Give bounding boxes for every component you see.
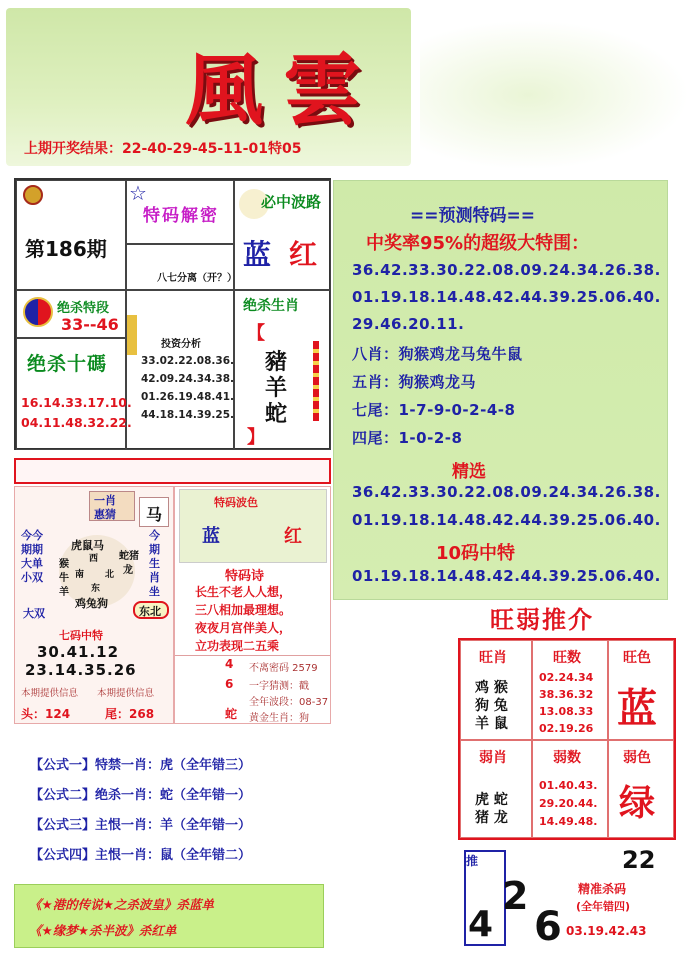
yixiao-panel xyxy=(14,486,174,724)
ball-num: 6 xyxy=(534,904,562,950)
qima-line1: 30.41.12 xyxy=(37,643,120,661)
jingzhun-label: 精准杀码 xyxy=(578,882,627,896)
qi-wei: 七尾：1-7-9-0-2-4-8 xyxy=(352,401,516,419)
wangruo-table xyxy=(458,638,676,840)
wheel-item: 北 xyxy=(105,570,115,580)
bizhong-red: 红 xyxy=(289,238,318,271)
wang-shu-header: 旺数 xyxy=(553,650,581,666)
bracket-open: 【 xyxy=(247,323,265,344)
jueshasx-cell xyxy=(234,290,331,450)
poem-title: 特码诗 xyxy=(225,569,265,584)
jueshasx-item: 羊 xyxy=(265,376,288,401)
jueshashima-line2: 04.11.48.32.22. xyxy=(21,415,132,430)
period-cell xyxy=(16,180,126,290)
wheel-item: 南 xyxy=(75,570,85,580)
row2-right: 一字猜测：戳 xyxy=(249,681,309,692)
wheel-item: 西 xyxy=(89,554,99,564)
bose-blue: 蓝 xyxy=(202,526,220,547)
last-result: 上期开奖结果：22-40-29-45-11-01特05 xyxy=(24,141,302,157)
ball-num: 22 xyxy=(622,846,656,874)
wheel-top: 虎鼠马 xyxy=(71,539,104,552)
juesha-value: 33--46 xyxy=(61,315,119,334)
jueshashima-line1: 16.14.33.17.10. xyxy=(21,395,132,410)
touzi-line: 42.09.24.34.38. xyxy=(141,373,235,385)
wheel-bottom: 鸡兔狗 xyxy=(75,597,108,610)
ruo-shu-item: 29.20.44. xyxy=(539,797,598,810)
da-shuang: 大双 xyxy=(23,607,45,620)
header-glow xyxy=(420,20,690,170)
jingxuan-title: 精选 xyxy=(452,462,486,482)
bizhong-cell xyxy=(234,180,331,290)
wang-shu-cell xyxy=(532,640,608,740)
side-left-item: 期期 xyxy=(21,543,43,556)
wang-shu-item: 02.19.26 xyxy=(539,722,594,735)
formula-list xyxy=(14,732,334,872)
star-icon: ☆ xyxy=(129,181,147,205)
touzi-line: 01.26.19.48.41. xyxy=(141,391,235,403)
poem-line: 立功表现二五乘 xyxy=(195,639,280,653)
wheel-item: 羊 xyxy=(59,587,69,598)
ruo-xiao-header: 弱肖 xyxy=(479,750,507,766)
wheel-item: 龙 xyxy=(123,565,133,576)
bizhong-blue: 蓝 xyxy=(243,238,272,271)
formula-item: 【公式三】主恨一肖：羊（全年错一） xyxy=(30,818,252,833)
wang-shu-item: 02.24.34 xyxy=(539,671,594,684)
wheel-item: 蛇猪 xyxy=(119,551,139,562)
poem-line: 长生不老人人想， xyxy=(195,585,292,599)
jueshashima-title: 绝杀十碼 xyxy=(27,353,108,375)
push-label: 推 xyxy=(466,854,479,868)
row1-left: 4 xyxy=(225,657,234,671)
yixiao-box xyxy=(89,491,135,521)
tip-item: 《★缘梦★杀半波》杀红单 xyxy=(29,923,177,938)
qima-line2: 23.14.35.26 xyxy=(25,661,137,679)
formula-item: 【公式一】特禁一肖：虎（全年错三） xyxy=(30,758,252,773)
ruo-se-value: 绿 xyxy=(619,783,656,824)
predict-line: 29.46.20.11. xyxy=(352,315,465,333)
site-logo: 風雲 xyxy=(185,45,382,136)
predict-panel xyxy=(333,180,668,600)
ba-xiao: 八肖：狗猴鸡龙马兔牛鼠 xyxy=(352,345,523,363)
predict-title: ==预测特码== xyxy=(410,206,535,226)
tema-bo-panel xyxy=(174,486,331,724)
predict-subtitle: 中奖率95%的超级大特围： xyxy=(366,233,590,254)
side-left xyxy=(21,529,43,585)
kill-codes: 03.19.42.43 xyxy=(566,924,647,938)
bose-box xyxy=(179,489,327,563)
wang-se-header: 旺色 xyxy=(623,650,651,666)
prediction-grid xyxy=(14,178,331,450)
tip-item: 《★港的传说★之杀波皇》杀蓝单 xyxy=(29,897,214,912)
jueshashima-cell xyxy=(16,338,132,450)
poem-line: 夜夜月宫伴美人， xyxy=(195,621,292,635)
benqi1: 本期提供信息 xyxy=(21,688,79,699)
si-wei: 四尾：1-0-2-8 xyxy=(352,429,463,447)
tema-cell xyxy=(126,180,234,244)
touzi-cell xyxy=(126,290,234,450)
kill-code-box xyxy=(462,846,682,952)
ruo-xiao-item: 猪 龙 xyxy=(475,810,508,826)
predict-line: 01.19.18.14.48.42.44.39.25.06.40. xyxy=(352,288,661,306)
qima-title: 七码中特 xyxy=(59,629,103,642)
jueshasx-item: 豬 xyxy=(265,350,288,375)
row1-right: 不离密码 2579 xyxy=(249,663,318,674)
side-left-item: 小双 xyxy=(21,571,43,584)
wang-se-cell xyxy=(608,640,674,740)
row3-right: 全年波段：08-37 xyxy=(249,697,329,708)
yixiao-label: 一肖 xyxy=(94,494,116,507)
wheel-item: 猴 xyxy=(59,559,69,570)
jingxuan-line: 01.19.18.14.48.42.44.39.25.06.40. xyxy=(352,511,661,529)
dongbei-badge xyxy=(133,601,169,619)
jueshasx-item: 蛇 xyxy=(265,402,288,427)
yixiao-sub: 惠猜 xyxy=(94,508,116,521)
bizhong-title: 必中波路 xyxy=(261,193,322,211)
wang-xiao-cell xyxy=(460,640,532,740)
ruo-shu-header: 弱数 xyxy=(553,750,581,766)
ruo-se-header: 弱色 xyxy=(623,750,651,766)
tema-bo-title: 特码波色 xyxy=(214,496,258,509)
bracket-close: 】 xyxy=(247,427,265,448)
quannian-label: (全年错四) xyxy=(576,900,631,913)
yixiao-value: 马 xyxy=(146,505,163,524)
wang-xiao-item: 羊 鼠 xyxy=(475,716,508,732)
row2-left: 6 xyxy=(225,677,234,691)
row4-right: 黄金生肖：狗 xyxy=(249,713,309,724)
side-left-item: 大单 xyxy=(21,557,43,570)
tema-title: 特码解密 xyxy=(143,206,219,226)
touzi-title: 投资分析 xyxy=(161,339,201,350)
red-banner xyxy=(14,458,331,484)
formula-item: 【公式四】主恨一肖：鼠（全年错二） xyxy=(30,848,252,863)
yixiao-value-box xyxy=(139,497,169,527)
wang-shu-item: 13.08.33 xyxy=(539,705,594,718)
ruo-shu-item: 01.40.43. xyxy=(539,779,598,792)
wei-value: 尾：268 xyxy=(105,707,155,721)
lantern-decor xyxy=(313,341,319,421)
formula-item: 【公式二】绝杀一肖：蛇（全年错一） xyxy=(30,788,252,803)
juesha-cell xyxy=(16,290,126,338)
juesha-title: 绝杀特段 xyxy=(57,301,110,316)
tips-box xyxy=(14,884,324,948)
wang-shu-item: 38.36.32 xyxy=(539,688,594,701)
ball-num: 2 xyxy=(502,874,529,918)
shima-line: 01.19.18.14.48.42.44.39.25.06.40. xyxy=(352,567,661,585)
side-left-item: 今今 xyxy=(21,529,43,542)
tou-value: 头：124 xyxy=(21,707,71,721)
yinyang-icon xyxy=(23,297,53,327)
poem-line: 三八相加最理想。 xyxy=(195,603,292,617)
wang-se-value: 蓝 xyxy=(617,686,657,732)
ruo-shu-item: 14.49.48. xyxy=(539,815,598,828)
ruo-shu-cell xyxy=(532,740,608,838)
benqi2: 本期提供信息 xyxy=(97,688,155,699)
wang-xiao-header: 旺肖 xyxy=(479,650,507,666)
shima-title: 10码中特 xyxy=(436,543,516,564)
ribbon-decor xyxy=(127,315,137,355)
wheel-item: 牛 xyxy=(59,573,69,584)
touzi-line: 33.02.22.08.36. xyxy=(141,355,235,367)
jueshasx-title: 绝杀生肖 xyxy=(243,298,299,314)
row4-left: 蛇 xyxy=(225,707,238,721)
ruo-xiao-cell xyxy=(460,740,532,838)
predict-line: 36.42.33.30.22.08.09.24.34.26.38. xyxy=(352,261,661,279)
bazhong-cell xyxy=(126,244,237,290)
bose-red: 红 xyxy=(284,526,302,547)
wangruo-title: 旺弱推介 xyxy=(490,606,594,634)
ruo-xiao-item: 虎 蛇 xyxy=(475,792,508,808)
dongbei-text: 东北 xyxy=(139,605,161,618)
touzi-line: 44.18.14.39.25. xyxy=(141,409,235,421)
jingxuan-line: 36.42.33.30.22.08.09.24.34.26.38. xyxy=(352,483,661,501)
ruo-se-cell xyxy=(608,740,674,838)
wang-xiao-item: 狗 兔 xyxy=(475,698,508,714)
ball-num: 4 xyxy=(468,904,494,945)
period-label: 第186期 xyxy=(25,237,107,261)
coin-icon xyxy=(23,185,43,205)
wu-xiao: 五肖：狗猴鸡龙马 xyxy=(352,373,477,391)
wheel-item: 东 xyxy=(91,584,101,594)
side-right: 今期生肖坐 xyxy=(149,529,160,598)
wang-xiao-item: 鸡 猴 xyxy=(475,680,508,696)
bazhong-text: 八七分离（开？） xyxy=(157,273,237,284)
